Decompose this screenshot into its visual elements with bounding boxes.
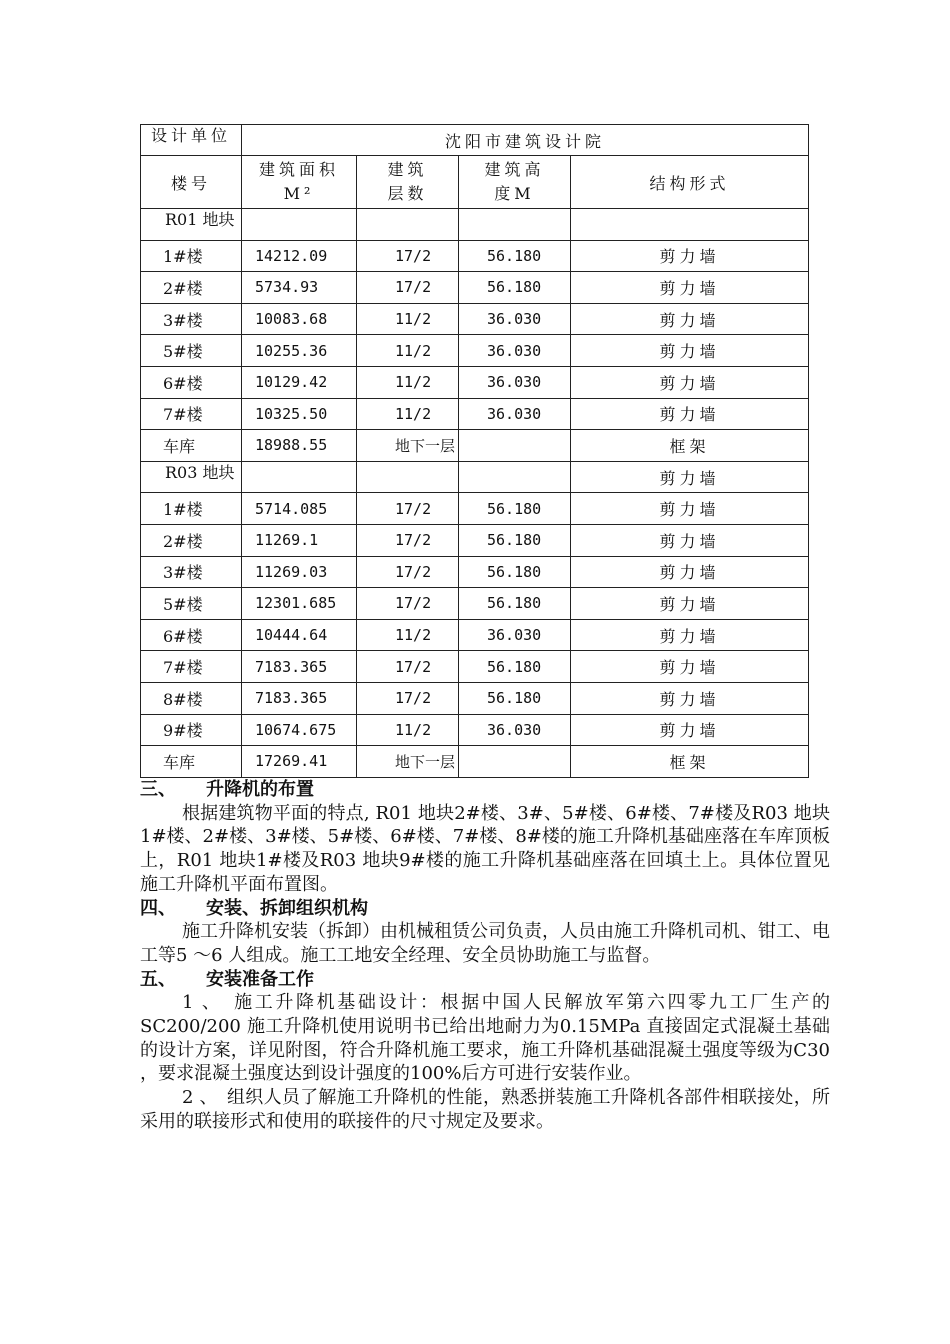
cell-height: 36.030: [459, 714, 571, 746]
design-unit-label: 设计单位: [141, 125, 242, 156]
cell-lot: R01 地块: [141, 209, 242, 241]
cell-height: 36.030: [459, 619, 571, 651]
cell-lot: 3#楼: [141, 556, 242, 588]
cell-lot: 6#楼: [141, 366, 242, 398]
cell-lot: 8#楼: [141, 682, 242, 714]
cell-structure: 剪力墙: [571, 651, 809, 683]
cell-height: [459, 430, 571, 462]
cell-structure: 剪力墙: [571, 619, 809, 651]
cell-lot: 7#楼: [141, 398, 242, 430]
table-row: [141, 272, 809, 304]
table-row: [141, 746, 809, 778]
cell-area: 7183.365: [242, 651, 357, 683]
table-row: [141, 651, 809, 683]
cell-height: [459, 461, 571, 493]
cell-floors: 17/2: [357, 240, 459, 272]
cell-area: 10255.36: [242, 335, 357, 367]
header-height: 建筑高 度M: [459, 156, 571, 209]
cell-structure: 框架: [571, 746, 809, 778]
building-spec-table: [140, 124, 809, 778]
table-row: [141, 682, 809, 714]
cell-structure: 剪力墙: [571, 335, 809, 367]
cell-height: 36.030: [459, 335, 571, 367]
cell-floors: 11/2: [357, 335, 459, 367]
section-5: [140, 968, 830, 1134]
cell-area: 5734.93: [242, 272, 357, 304]
cell-floors: 17/2: [357, 272, 459, 304]
paragraph: 施工升降机安装（拆卸）由机械租赁公司负责，人员由施工升降机司机、钳工、电工等5 ～6 人组成。施工工地安全经理、安全员协助施工与监督。: [140, 921, 830, 966]
cell-floors: [357, 209, 459, 241]
cell-height: [459, 209, 571, 241]
cell-height: 56.180: [459, 240, 571, 272]
section-heading: 四、 安装、拆卸组织机构: [140, 897, 368, 919]
section-heading: 三、 升降机的布置: [140, 779, 314, 800]
header-area: 建筑面积 M²: [242, 156, 357, 209]
cell-lot: 7#楼: [141, 651, 242, 683]
cell-structure: 剪力墙: [571, 588, 809, 620]
section-3: [140, 778, 830, 897]
cell-area: 10674.675: [242, 714, 357, 746]
cell-structure: [571, 209, 809, 241]
cell-lot: 1#楼: [141, 240, 242, 272]
cell-height: [459, 746, 571, 778]
cell-height: 36.030: [459, 398, 571, 430]
cell-height: 56.180: [459, 272, 571, 304]
cell-lot: 1#楼: [141, 493, 242, 525]
cell-height: 56.180: [459, 556, 571, 588]
cell-floors: 地下一层: [357, 746, 459, 778]
cell-floors: 11/2: [357, 714, 459, 746]
cell-structure: 剪力墙: [571, 272, 809, 304]
cell-area: 17269.41: [242, 746, 357, 778]
cell-lot: 3#楼: [141, 303, 242, 335]
cell-lot: 5#楼: [141, 335, 242, 367]
cell-area: [242, 209, 357, 241]
cell-lot: 2#楼: [141, 272, 242, 304]
table-row: [141, 461, 809, 493]
cell-structure: 剪力墙: [571, 493, 809, 525]
cell-height: 56.180: [459, 588, 571, 620]
paragraph: 根据建筑物平面的特点, R01 地块2#楼、3#、5#楼、6#楼、7#楼及R03 地块1#楼、2#楼、3#楼、5#楼、6#楼、7#楼、8#楼的施工升降机基础座落在车库顶板上，R01 地块1#楼及R03 地块9#楼的施工升降机基础座落在回填土上。具体位置见施工升降机平面布置图。: [140, 802, 830, 895]
cell-floors: [357, 461, 459, 493]
cell-structure: 剪力墙: [571, 366, 809, 398]
cell-height: 36.030: [459, 366, 571, 398]
table-row: [141, 430, 809, 462]
cell-area: 11269.03: [242, 556, 357, 588]
cell-height: 56.180: [459, 493, 571, 525]
table-row: [141, 556, 809, 588]
cell-area: 10444.64: [242, 619, 357, 651]
cell-height: 56.180: [459, 682, 571, 714]
table-row: [141, 335, 809, 367]
cell-lot: 2#楼: [141, 524, 242, 556]
cell-floors: 11/2: [357, 366, 459, 398]
table-row: [141, 240, 809, 272]
table-row: [141, 303, 809, 335]
cell-area: 10325.50: [242, 398, 357, 430]
cell-area: [242, 461, 357, 493]
cell-structure: 剪力墙: [571, 303, 809, 335]
document-body: [140, 778, 830, 1134]
table-row: [141, 209, 809, 241]
header-lot: 楼号: [141, 156, 242, 209]
cell-floors: 11/2: [357, 303, 459, 335]
cell-lot: 车库: [141, 430, 242, 462]
table-row: [141, 398, 809, 430]
cell-structure: 剪力墙: [571, 524, 809, 556]
cell-area: 10083.68: [242, 303, 357, 335]
cell-floors: 17/2: [357, 588, 459, 620]
cell-structure: 剪力墙: [571, 461, 809, 493]
cell-area: 11269.1: [242, 524, 357, 556]
cell-structure: 剪力墙: [571, 682, 809, 714]
design-unit-row: [141, 125, 809, 156]
cell-floors: 17/2: [357, 651, 459, 683]
cell-floors: 17/2: [357, 493, 459, 525]
design-unit-value: 沈阳市建筑设计院: [242, 125, 809, 156]
cell-area: 12301.685: [242, 588, 357, 620]
cell-floors: 11/2: [357, 619, 459, 651]
cell-area: 10129.42: [242, 366, 357, 398]
cell-floors: 11/2: [357, 398, 459, 430]
cell-area: 7183.365: [242, 682, 357, 714]
cell-structure: 剪力墙: [571, 714, 809, 746]
paragraph: 1 、 施工升降机基础设计：根据中国人民解放军第六四零九工厂生产的SC200/200 施工升降机使用说明书已给出地耐力为0.15MPa 直接固定式混凝土基础的设计方案，详见附图，符合升降机施工要求，施工升降机基础混凝土强度等级为C30 ，要求混凝土强度达到设计强度的100%后方可进行安装作业。: [140, 992, 830, 1085]
paragraph: 2 、 组织人员了解施工升降机的性能，熟悉拼装施工升降机各部件相联接处，所采用的联接形式和使用的联接件的尺寸规定及要求。: [140, 1087, 830, 1132]
cell-lot: 车库: [141, 746, 242, 778]
cell-lot: R03 地块: [141, 461, 242, 493]
header-structure: 结构形式: [571, 156, 809, 209]
cell-area: 5714.085: [242, 493, 357, 525]
header-floors: 建筑 层数: [357, 156, 459, 209]
cell-structure: 剪力墙: [571, 398, 809, 430]
cell-lot: 9#楼: [141, 714, 242, 746]
table-row: [141, 619, 809, 651]
table-row: [141, 588, 809, 620]
table-row: [141, 714, 809, 746]
cell-structure: 剪力墙: [571, 556, 809, 588]
cell-floors: 17/2: [357, 556, 459, 588]
cell-floors: 地下一层: [357, 430, 459, 462]
cell-lot: 6#楼: [141, 619, 242, 651]
cell-height: 56.180: [459, 524, 571, 556]
cell-area: 18988.55: [242, 430, 357, 462]
header-row: [141, 156, 809, 209]
table-row: [141, 366, 809, 398]
section-4: [140, 897, 830, 968]
table-row: [141, 493, 809, 525]
cell-structure: 框架: [571, 430, 809, 462]
cell-height: 56.180: [459, 651, 571, 683]
cell-floors: 17/2: [357, 682, 459, 714]
cell-area: 14212.09: [242, 240, 357, 272]
cell-lot: 5#楼: [141, 588, 242, 620]
cell-height: 36.030: [459, 303, 571, 335]
table-row: [141, 524, 809, 556]
cell-structure: 剪力墙: [571, 240, 809, 272]
cell-floors: 17/2: [357, 524, 459, 556]
section-heading: 五、 安装准备工作: [140, 968, 314, 990]
